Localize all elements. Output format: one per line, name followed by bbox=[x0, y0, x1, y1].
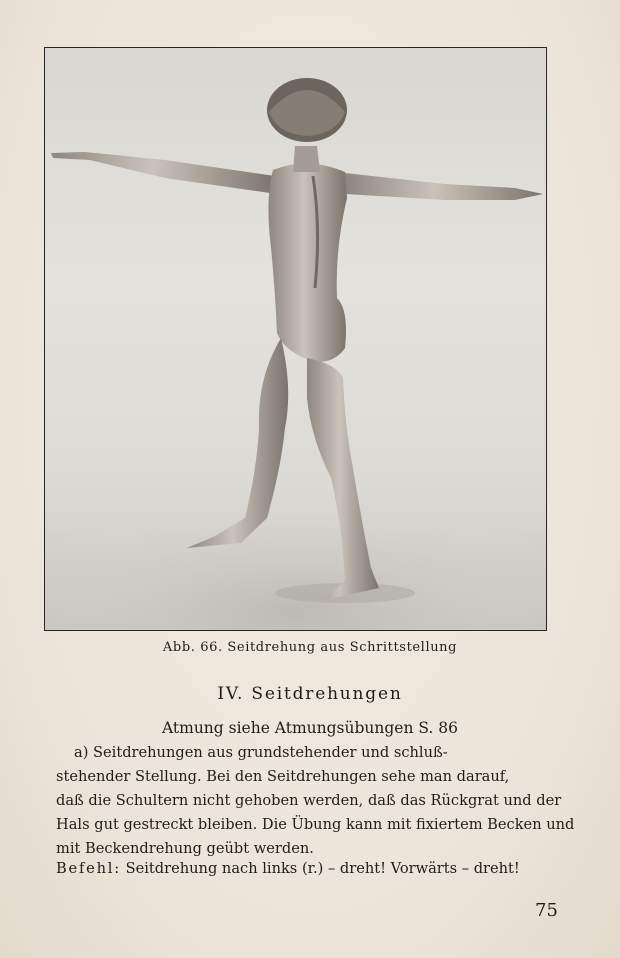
paragraph-line: mit Beckendrehung geübt werden. bbox=[56, 840, 314, 857]
section-subheading: Atmung siehe Atmungsübungen S. 86 bbox=[161, 719, 459, 737]
figure-caption: Abb. 66. Seitdrehung aus Schrittstellung bbox=[162, 640, 458, 655]
paragraph-line: a) Seitdrehungen aus grundstehender und schluß- bbox=[74, 744, 448, 761]
body-paragraph bbox=[56, 741, 575, 861]
section-heading: IV. Seitdrehungen bbox=[217, 684, 403, 704]
command-label: Befehl: bbox=[56, 860, 121, 877]
paragraph-line: daß die Schultern nicht gehoben werden, daß das Rückgrat und der bbox=[56, 792, 562, 809]
command-line bbox=[56, 860, 561, 877]
standing-figure-illustration bbox=[45, 48, 546, 630]
command-text: Seitdrehung nach links (r.) – dreht! Vorwärts – dreht! bbox=[120, 860, 520, 877]
page-number: 75 bbox=[535, 900, 558, 921]
paragraph-line: Hals gut gestreckt bleiben. Die Übung kann mit fixiertem Becken und bbox=[56, 816, 575, 833]
figure-photograph bbox=[44, 47, 547, 631]
paragraph-line: stehender Stellung. Bei den Seitdrehungen sehe man darauf, bbox=[56, 768, 510, 785]
